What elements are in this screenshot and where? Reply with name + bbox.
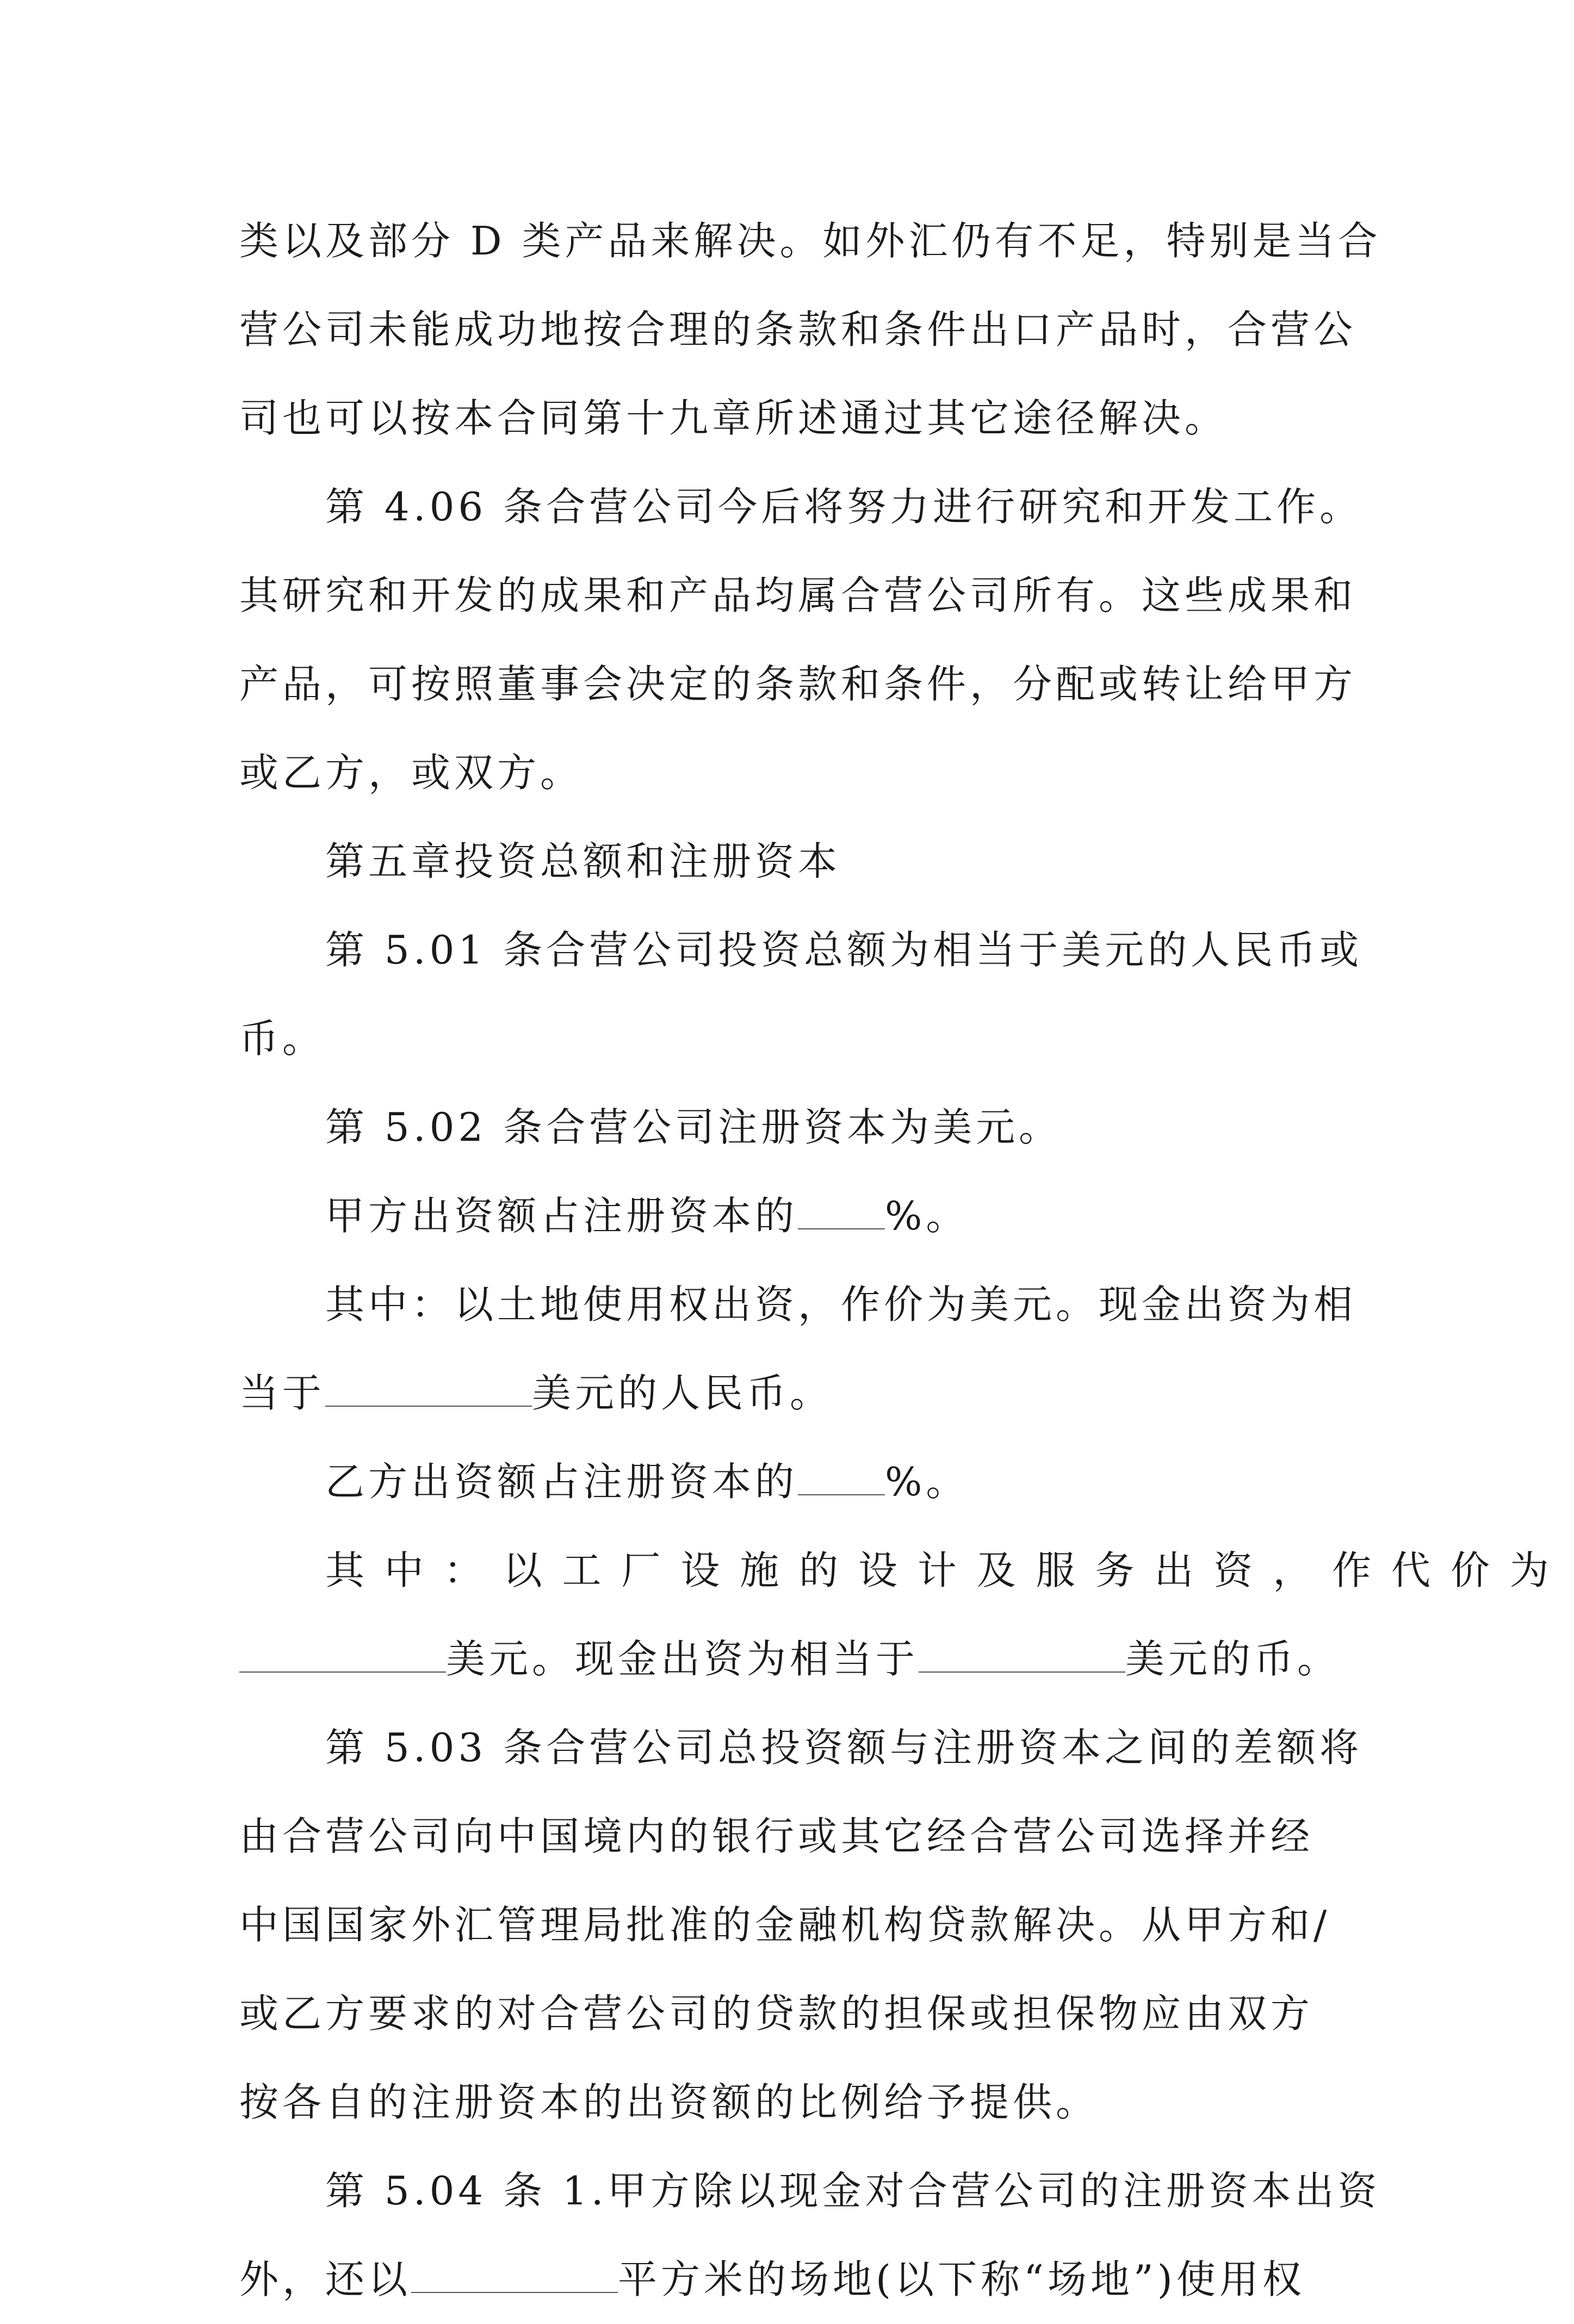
line-text: 第 5.01 条合营公司投资总额为相当于美元的人民币或	[325, 927, 1363, 973]
line-text: 美元的币。	[1125, 1636, 1341, 1682]
line-text: 第五章投资总额和注册资本	[325, 838, 841, 884]
line-text: 美元。现金出资为相当于	[446, 1636, 919, 1682]
line-text: 其 中 ： 以 工 厂 设 施 的 设 计 及 服 务 出 资 ， 作 代 价 为	[325, 1548, 1553, 1593]
fill-blank	[798, 1459, 885, 1495]
fill-blank	[411, 2257, 618, 2293]
line-text: 由合营公司向中国境内的银行或其它经合营公司选择并经	[239, 1813, 1314, 1859]
line-text: 第 5.02 条合营公司注册资本为美元。	[325, 1104, 1062, 1150]
chapter-5-heading	[239, 817, 1338, 906]
line-text: 平方米的场地(以下称“场地”)使用权	[618, 2257, 1305, 2302]
line-text: 其中：以土地使用权出资，作价为美元。现金出资为相	[325, 1282, 1357, 1327]
contract-text	[239, 197, 1553, 2324]
article-5-04	[239, 2147, 1381, 2235]
text-line	[239, 551, 1357, 640]
line-text: 其研究和开发的成果和产品均属合营公司所有。这些成果和	[239, 573, 1357, 618]
text-line	[239, 1792, 1338, 1881]
line-text: 乙方出资额占注册资本的	[325, 1459, 798, 1505]
text-line	[239, 2058, 1338, 2147]
article-4-06	[239, 463, 1363, 551]
line-text: 外，还以	[239, 2257, 412, 2302]
line-text: 产品，可按照董事会决定的条款和条件，分配或转让给甲方	[239, 661, 1357, 707]
fill-blank	[239, 1636, 446, 1673]
text-line	[239, 1526, 1553, 1615]
text-line	[239, 2235, 1338, 2324]
line-text: 类以及部分 D 类产品来解决。如外汇仍有不足，特别是当合	[239, 218, 1381, 264]
fill-blank	[325, 1370, 532, 1407]
text-line	[239, 1349, 1338, 1438]
article-5-02	[239, 1083, 1338, 1172]
text-line	[239, 1260, 1357, 1349]
text-line	[239, 197, 1381, 285]
line-text: 币。	[239, 1016, 326, 1061]
fill-blank	[798, 1193, 885, 1229]
line-text: 按各自的注册资本的出资额的比例给予提供。	[239, 2079, 1099, 2125]
text-line	[239, 1969, 1338, 2058]
line-text: 第 5.04 条 1.甲方除以现金对合营公司的注册资本出资	[325, 2168, 1381, 2214]
line-text: 营公司未能成功地按合理的条款和条件出口产品时，合营公	[239, 307, 1357, 352]
text-line	[239, 285, 1357, 374]
line-text: 或乙方，或双方。	[239, 750, 584, 796]
line-text: 或乙方要求的对合营公司的贷款的担保或担保物应由双方	[239, 1991, 1314, 2036]
line-text: %。	[885, 1459, 969, 1505]
party-a-share	[239, 1172, 1338, 1260]
text-line	[239, 374, 1338, 463]
line-text: 甲方出资额占注册资本的	[325, 1193, 798, 1239]
line-text: %。	[885, 1193, 969, 1239]
line-text: 第 4.06 条合营公司今后将努力进行研究和开发工作。	[325, 484, 1363, 530]
party-b-share	[239, 1438, 1338, 1526]
line-text: 美元的人民币。	[532, 1370, 833, 1416]
text-line	[239, 1881, 1338, 1969]
text-line	[239, 729, 1338, 817]
text-line	[239, 640, 1357, 729]
text-line	[239, 1615, 1341, 1704]
article-5-01	[239, 906, 1363, 995]
text-line	[239, 995, 1338, 1083]
fill-blank	[919, 1636, 1125, 1673]
line-text: 当于	[239, 1370, 326, 1416]
line-text: 中国国家外汇管理局批准的金融机构贷款解决。从甲方和/	[239, 1902, 1331, 1948]
article-5-03	[239, 1704, 1363, 1792]
line-text: 司也可以按本合同第十九章所述通过其它途径解决。	[239, 395, 1228, 441]
line-text: 第 5.03 条合营公司总投资额与注册资本之间的差额将	[325, 1725, 1363, 1770]
